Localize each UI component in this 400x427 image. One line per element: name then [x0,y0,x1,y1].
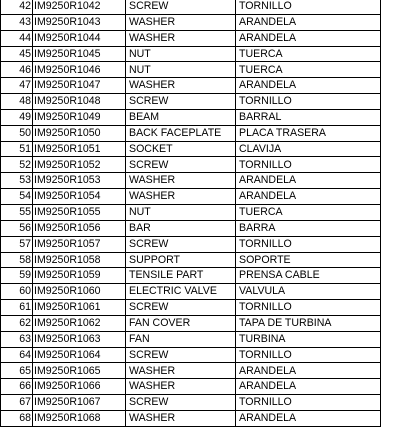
table-row [1,395,381,411]
table-row [1,220,381,236]
english-name-cell: SCREW [126,94,236,110]
item-number-cell: 53 [1,173,33,189]
part-code-cell: IM9250R1060 [33,284,126,300]
table-row [1,363,381,379]
spanish-name-cell: VALVULA [236,284,381,300]
spanish-name-cell: TUERCA [236,46,381,62]
item-number-cell: 63 [1,331,33,347]
english-name-cell: NUT [126,46,236,62]
english-name-cell: SCREW [126,395,236,411]
spanish-name-cell: ARANDELA [236,14,381,30]
table-row [1,109,381,125]
spanish-name-cell: PRENSA CABLE [236,268,381,284]
spanish-name-cell: ARANDELA [236,363,381,379]
table-row [1,347,381,363]
table-row [1,236,381,252]
part-code-cell: IM9250R1059 [33,268,126,284]
spanish-name-cell: SOPORTE [236,252,381,268]
table-row [1,252,381,268]
item-number-cell: 44 [1,30,33,46]
english-name-cell: WASHER [126,189,236,205]
item-number-cell: 58 [1,252,33,268]
spanish-name-cell: TORNILLO [236,157,381,173]
part-code-cell: IM9250R1044 [33,30,126,46]
table-row [1,268,381,284]
part-code-cell: IM9250R1066 [33,379,126,395]
part-code-cell: IM9250R1064 [33,347,126,363]
english-name-cell: SCREW [126,347,236,363]
spanish-name-cell: TAPA DE TURBINA [236,315,381,331]
table-row [1,125,381,141]
part-code-cell: IM9250R1062 [33,315,126,331]
spanish-name-cell: TORNILLO [236,94,381,110]
table-row [1,46,381,62]
english-name-cell: WASHER [126,173,236,189]
part-code-cell: IM9250R1061 [33,300,126,316]
spanish-name-cell: TORNILLO [236,347,381,363]
english-name-cell: WASHER [126,78,236,94]
spanish-name-cell: TURBINA [236,331,381,347]
item-number-cell: 51 [1,141,33,157]
table-row [1,315,381,331]
item-number-cell: 59 [1,268,33,284]
item-number-cell: 57 [1,236,33,252]
item-number-cell: 67 [1,395,33,411]
english-name-cell: FAN COVER [126,315,236,331]
english-name-cell: SUPPORT [126,252,236,268]
spanish-name-cell: ARANDELA [236,78,381,94]
table-row [1,410,381,426]
item-number-cell: 49 [1,109,33,125]
table-row [1,189,381,205]
english-name-cell: SCREW [126,300,236,316]
table-row [1,78,381,94]
part-code-cell: IM9250R1063 [33,331,126,347]
item-number-cell: 47 [1,78,33,94]
spanish-name-cell: PLACA TRASERA [236,125,381,141]
part-code-cell: IM9250R1057 [33,236,126,252]
item-number-cell: 43 [1,14,33,30]
english-name-cell: SOCKET [126,141,236,157]
item-number-cell: 42 [1,0,33,14]
spanish-name-cell: TORNILLO [236,236,381,252]
table-row [1,379,381,395]
spanish-name-cell: TUERCA [236,62,381,78]
table-row [1,284,381,300]
table-row [1,157,381,173]
english-name-cell: SCREW [126,157,236,173]
table-row [1,30,381,46]
item-number-cell: 60 [1,284,33,300]
part-code-cell: IM9250R1052 [33,157,126,173]
item-number-cell: 46 [1,62,33,78]
part-code-cell: IM9250R1065 [33,363,126,379]
part-code-cell: IM9250R1042 [33,0,126,14]
spanish-name-cell: ARANDELA [236,173,381,189]
english-name-cell: BAR [126,220,236,236]
table-row [1,173,381,189]
table-row [1,14,381,30]
item-number-cell: 64 [1,347,33,363]
table-row [1,141,381,157]
table-row [1,300,381,316]
english-name-cell: TENSILE PART [126,268,236,284]
english-name-cell: WASHER [126,379,236,395]
part-code-cell: IM9250R1045 [33,46,126,62]
spanish-name-cell: TORNILLO [236,300,381,316]
item-number-cell: 61 [1,300,33,316]
english-name-cell: FAN [126,331,236,347]
english-name-cell: WASHER [126,363,236,379]
spanish-name-cell: TUERCA [236,204,381,220]
item-number-cell: 48 [1,94,33,110]
english-name-cell: SCREW [126,236,236,252]
part-code-cell: IM9250R1050 [33,125,126,141]
spanish-name-cell: BARRAL [236,109,381,125]
part-code-cell: IM9250R1054 [33,189,126,205]
item-number-cell: 45 [1,46,33,62]
table-row [1,204,381,220]
spanish-name-cell: ARANDELA [236,189,381,205]
item-number-cell: 62 [1,315,33,331]
english-name-cell: BEAM [126,109,236,125]
english-name-cell: NUT [126,62,236,78]
spanish-name-cell: ARANDELA [236,30,381,46]
parts-table-body [1,0,381,426]
item-number-cell: 50 [1,125,33,141]
table-row [1,331,381,347]
table-row [1,0,381,14]
part-code-cell: IM9250R1068 [33,410,126,426]
english-name-cell: WASHER [126,14,236,30]
item-number-cell: 65 [1,363,33,379]
spanish-name-cell: TORNILLO [236,395,381,411]
english-name-cell: ELECTRIC VALVE [126,284,236,300]
item-number-cell: 68 [1,410,33,426]
spanish-name-cell: BARRA [236,220,381,236]
english-name-cell: BACK FACEPLATE [126,125,236,141]
spanish-name-cell: ARANDELA [236,410,381,426]
part-code-cell: IM9250R1051 [33,141,126,157]
english-name-cell: WASHER [126,30,236,46]
item-number-cell: 56 [1,220,33,236]
english-name-cell: SCREW [126,0,236,14]
item-number-cell: 52 [1,157,33,173]
part-code-cell: IM9250R1049 [33,109,126,125]
part-code-cell: IM9250R1046 [33,62,126,78]
spanish-name-cell: CLAVIJA [236,141,381,157]
part-code-cell: IM9250R1067 [33,395,126,411]
part-code-cell: IM9250R1055 [33,204,126,220]
table-row [1,62,381,78]
item-number-cell: 66 [1,379,33,395]
item-number-cell: 55 [1,204,33,220]
spanish-name-cell: ARANDELA [236,379,381,395]
english-name-cell: NUT [126,204,236,220]
spanish-name-cell: TORNILLO [236,0,381,14]
part-code-cell: IM9250R1053 [33,173,126,189]
item-number-cell: 54 [1,189,33,205]
part-code-cell: IM9250R1043 [33,14,126,30]
part-code-cell: IM9250R1048 [33,94,126,110]
table-row [1,94,381,110]
english-name-cell: WASHER [126,410,236,426]
part-code-cell: IM9250R1056 [33,220,126,236]
part-code-cell: IM9250R1047 [33,78,126,94]
part-code-cell: IM9250R1058 [33,252,126,268]
